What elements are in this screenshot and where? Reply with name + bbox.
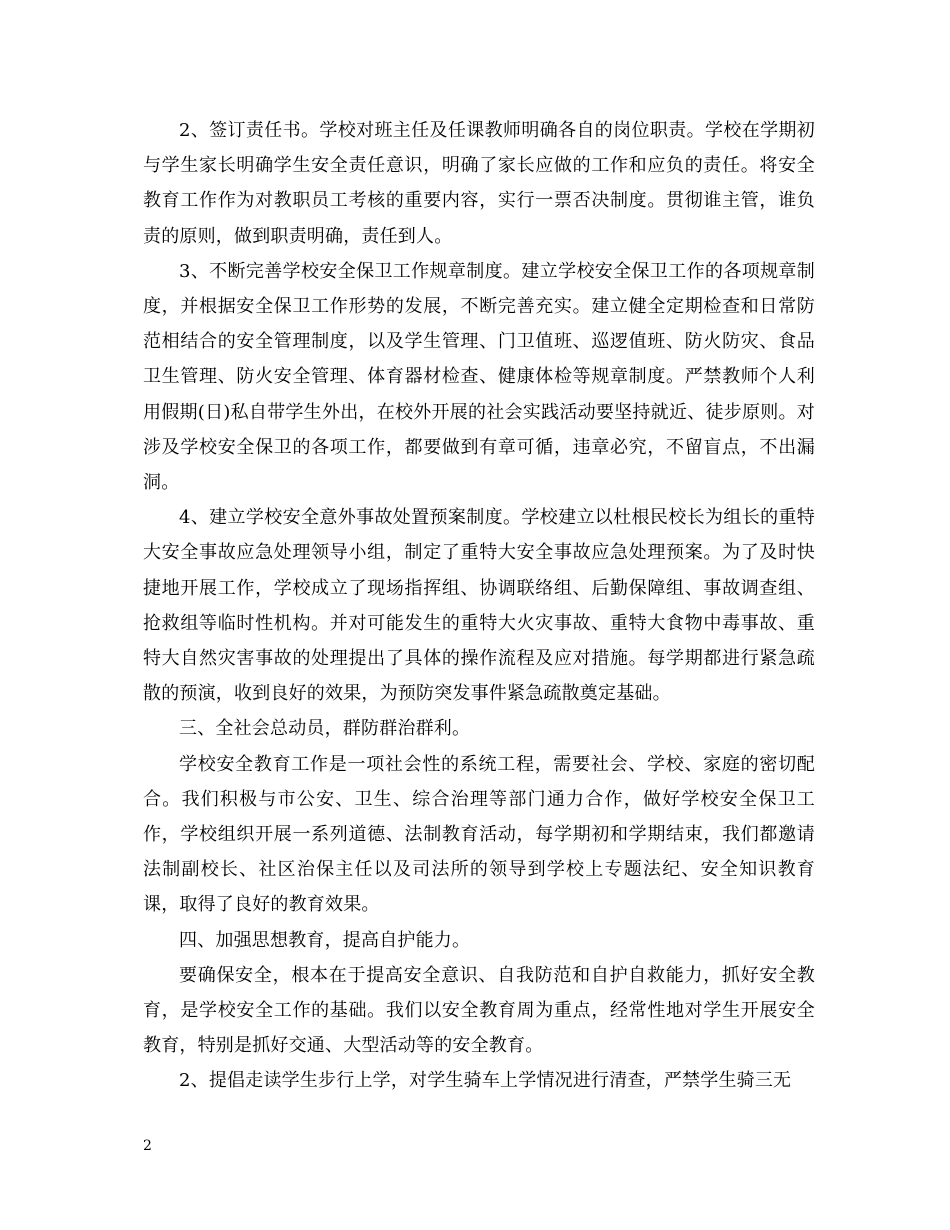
paragraph-security-regulations: 3、不断完善学校安全保卫工作规章制度。建立学校安全保卫工作的各项规章制度，并根据安全保卫工作形势的发展，不断完善充实。建立健全定期检查和日常防范相结合的安全管理制度，以及学生管理、门卫值班、巡逻值班、防火防灾、食品卫生管理、防火安全管理、体育器材检查、健康体检等规章制度。严禁教师个人利用假期(日)私自带学生外出，在校外开展的社会实践活动要坚持就近、徒步原则。对涉及学校安全保卫的各项工作，都要做到有章可循，违章必究，不留盲点，不出漏洞。 <box>143 260 815 494</box>
paragraph-responsibility-letter: 2、签订责任书。学校对班主任及任课教师明确各自的岗位职责。学校在学期初与学生家长明确学生安全责任意识，明确了家长应做的工作和应负的责任。将安全教育工作作为对教职员工考核的重要内容，实行一票否决制度。贯彻谁主管，谁负责的原则，做到职责明确，责任到人。 <box>143 120 815 247</box>
paragraph-walking-to-school: 2、提倡走读学生步行上学，对学生骑车上学情况进行清查，严禁学生骑三无 <box>179 1070 792 1092</box>
section-heading-ideological-education: 四、加强思想教育，提高自护能力。 <box>179 929 471 951</box>
page-number: 2 <box>143 1138 152 1154</box>
section-heading-society-mobilization: 三、全社会总动员，群防群治群利。 <box>179 718 471 740</box>
document-body <box>143 113 815 1099</box>
paragraph-social-cooperation: 学校安全教育工作是一项社会性的系统工程，需要社会、学校、家庭的密切配合。我们积极与市公安、卫生、综合治理等部门通力合作，做好学校安全保卫工作，学校组织开展一系列道德、法制教育活动，每学期初和学期结束，我们都邀请法制副校长、社区治保主任以及司法所的领导到学校上专题法纪、安全知识教育课，取得了良好的教育效果。 <box>143 753 815 916</box>
paragraph-emergency-plan: 4、建立学校安全意外事故处置预案制度。学校建立以杜根民校长为组长的重特大安全事故应急处理领导小组，制定了重特大安全事故应急处理预案。为了及时快捷地开展工作，学校成立了现场指挥组、协调联络组、后勤保障组、事故调查组、抢救组等临时性机构。并对可能发生的重特大火灾事故、重特大食物中毒事故、重特大自然灾害事故的处理提出了具体的操作流程及应对措施。每学期都进行紧急疏散的预演，收到良好的效果，为预防突发事件紧急疏散奠定基础。 <box>143 507 815 705</box>
paragraph-safety-awareness: 要确保安全，根本在于提高安全意识、自我防范和自护自救能力，抓好安全教育，是学校安全工作的基础。我们以安全教育周为重点，经常性地对学生开展安全教育，特别是抓好交通、大型活动等的安全教育。 <box>143 964 815 1057</box>
